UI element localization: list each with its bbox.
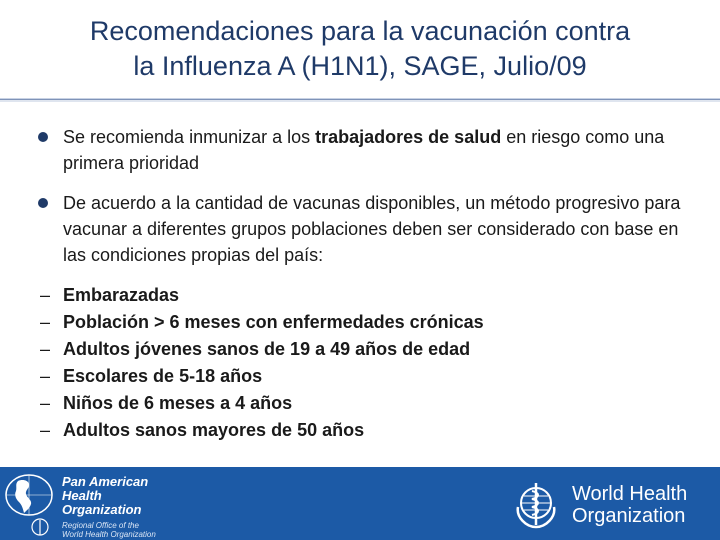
bullet-item — [30, 190, 690, 268]
footer-band — [0, 467, 720, 540]
group-label: Escolares de 5-18 años — [63, 366, 263, 386]
bullet-text-bold: trabajadores de salud — [315, 127, 502, 147]
list-item — [30, 363, 690, 390]
dash-marker: – — [40, 393, 51, 413]
dash-marker: – — [40, 285, 51, 305]
bullet-dot-icon — [38, 132, 48, 142]
dash-marker: – — [40, 312, 51, 332]
who-emblem-icon — [508, 477, 564, 533]
who-small-emblem-icon — [29, 517, 51, 537]
who-line-2: Organization — [572, 505, 686, 527]
paho-globe-icon — [4, 473, 54, 517]
paho-sub-line-1: Regional Office of the — [62, 521, 139, 530]
bullet-item — [30, 124, 690, 176]
list-item — [30, 309, 690, 336]
dash-marker: – — [40, 420, 51, 440]
bullet-text-before: Se recomienda inmunizar a los — [63, 127, 316, 147]
list-item — [30, 282, 690, 309]
who-line-1: World Health — [572, 483, 688, 505]
paho-line-3: Organization — [62, 502, 142, 517]
bullet-dot-icon — [38, 198, 48, 208]
slide-title — [0, 14, 720, 84]
population-groups-list — [30, 282, 690, 444]
dash-marker: – — [40, 366, 51, 386]
title-line-1: Recomendaciones para la vacunación contra — [89, 16, 631, 46]
title-line-2: la Influenza A (H1N1), SAGE, Julio/09 — [133, 51, 587, 81]
paho-line-1: Pan American — [62, 474, 149, 489]
paho-line-2: Health — [62, 488, 102, 503]
bullet-text: De acuerdo a la cantidad de vacunas disponibles, un método progresivo para vacunar a diferentes grupos poblaciones deben ser considerado con base en las condiciones propias del país: — [63, 193, 681, 265]
group-label: Población > 6 meses con enfermedades crónicas — [63, 312, 484, 332]
slide-body — [30, 124, 690, 444]
list-item — [30, 336, 690, 363]
paho-subtitle — [62, 521, 156, 539]
who-name — [572, 483, 687, 527]
paho-name — [62, 475, 148, 517]
group-label: Embarazadas — [63, 285, 180, 305]
group-label: Niños de 6 meses a 4 años — [63, 393, 293, 413]
bullet-text-after: en riesgo como una primera prioridad — [63, 127, 665, 173]
dash-marker: – — [40, 339, 51, 359]
list-item — [30, 417, 690, 444]
title-divider — [0, 98, 720, 102]
group-label: Adultos sanos mayores de 50 años — [63, 420, 365, 440]
list-item — [30, 390, 690, 417]
group-label: Adultos jóvenes sanos de 19 a 49 años de edad — [63, 339, 471, 359]
paho-sub-line-2: World Health Organization — [62, 530, 156, 539]
